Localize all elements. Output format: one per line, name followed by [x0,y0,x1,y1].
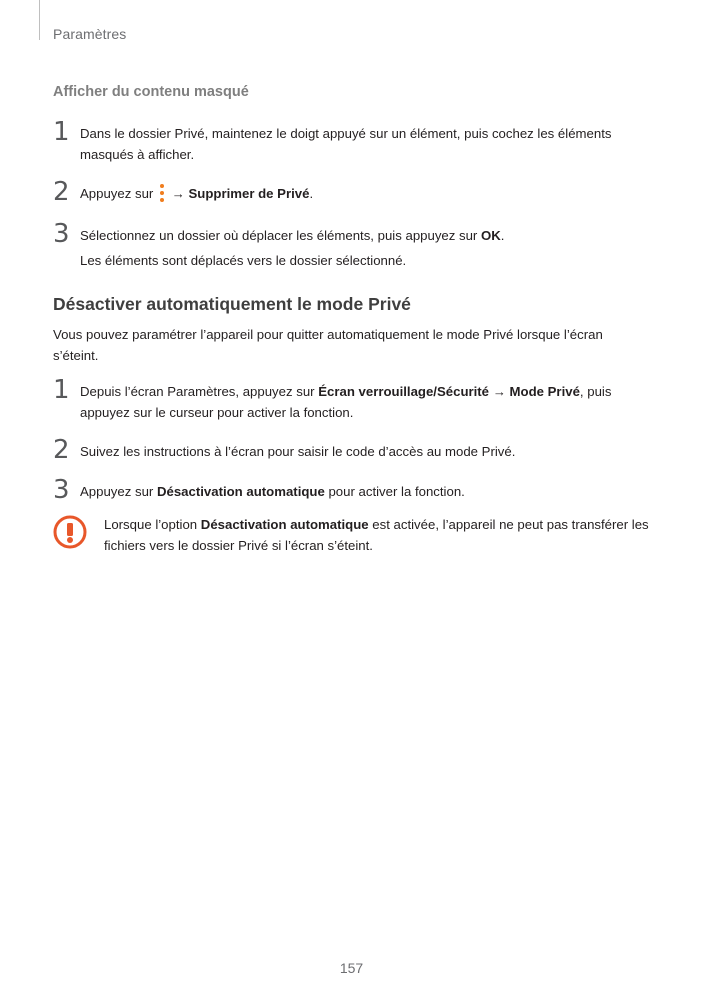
step-suffix: , puis [579,384,612,399]
intro-line1: Vous pouvez paramétrer l’appareil pour quitter automatiquement le mode Privé lorsque l’écran [53,327,603,342]
step-text-line2: masqués à afficher. [80,147,195,162]
step-suffix: pour activer la fonction. [328,484,465,499]
section-title-auto-disable: Désactiver automatiquement le mode Privé [53,294,411,314]
step-suffix: . [309,186,314,201]
caution-option: Désactivation automatique [200,517,369,532]
step-text: Suivez les instructions à l’écran pour saisir le code d’accès au mode Privé. [80,444,516,459]
more-options-icon [159,183,165,203]
step-number: 2 [53,435,70,465]
step-text [80,183,660,204]
step-number: 3 [53,219,70,249]
arrow: → [171,186,185,201]
intro-line2: s’éteint. [53,348,99,363]
step-text [80,225,660,246]
header-title: Paramètres [53,26,127,42]
action-label-lock-screen: Écran verrouillage/Sécurité [318,384,490,399]
step-text [80,123,660,165]
caution-icon [53,515,87,549]
result-note: Les éléments sont déplacés vers le dossier sélectionné. [80,253,407,268]
step-text-line1: Dans le dossier Privé, maintenez le doigt appuyé sur un élément, puis cochez les éléments [80,126,612,141]
intro-paragraph [53,324,653,366]
action-label: Désactivation automatique [156,484,325,499]
caution-line2: fichiers vers le dossier Privé si l’écran s’éteint. [104,538,373,553]
step-number: 3 [53,475,70,505]
step-prefix: Sélectionnez un dossier où déplacer les éléments, puis appuyez sur [80,228,478,243]
step-prefix: Appuyez sur [80,186,154,201]
step-text-line2: appuyez sur le curseur pour activer la fonction. [80,405,354,420]
step-number: 1 [53,117,70,147]
arrow: → [492,384,506,399]
action-label: OK [481,228,501,243]
subsection-heading-hidden-content: Afficher du contenu masqué [53,84,249,100]
step-suffix: . [500,228,505,243]
action-label-private-mode: Mode Privé [509,384,580,399]
step-number: 1 [53,375,70,405]
step-number: 2 [53,177,70,207]
caution-note [104,514,664,556]
caution-prefix: Lorsque l’option [104,517,198,532]
page-number: 157 [339,960,364,976]
header-divider [39,0,40,40]
caution-suffix: est activée, l’appareil ne peut pas transférer les [372,517,649,532]
step-prefix: Appuyez sur [80,484,154,499]
step-prefix: Depuis l’écran Paramètres, appuyez sur [80,384,315,399]
action-label: Supprimer de Privé [188,186,310,201]
step-text [80,381,660,423]
step-text [80,481,660,502]
